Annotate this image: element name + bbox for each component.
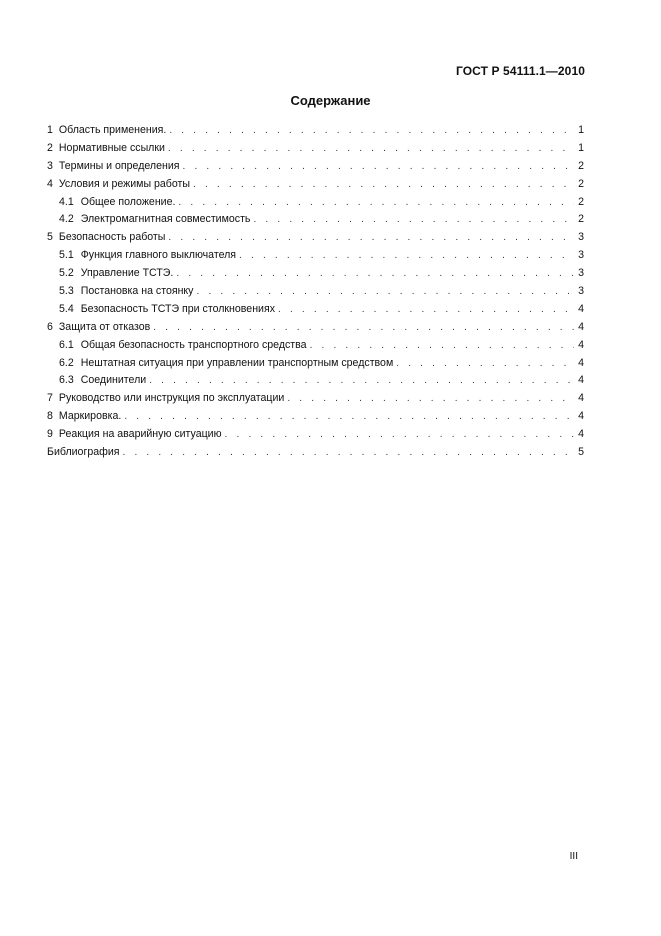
toc-entry-title: Реакция на аварийную ситуацию	[58, 428, 222, 441]
toc-entry-page: 4	[578, 320, 584, 333]
toc-entry-number: 8	[47, 410, 53, 423]
toc-entry-title: Безопасность работы	[58, 231, 166, 244]
toc-entry-page: 4	[578, 302, 584, 315]
toc-dot-leader	[253, 211, 574, 229]
toc-entry-title: Термины и определения	[58, 159, 180, 172]
toc-dot-leader	[149, 372, 574, 390]
toc-entry-number: 6	[47, 320, 53, 333]
toc-entry-1[interactable]	[47, 122, 584, 140]
toc-entry-title: Условия и режимы работы	[58, 177, 190, 190]
toc-dot-leader	[169, 122, 574, 140]
toc-entry-2[interactable]	[47, 140, 584, 158]
toc-dot-leader	[176, 265, 574, 283]
toc-dot-leader	[193, 176, 574, 194]
toc-entry-number: 5.4	[59, 302, 74, 315]
toc-dot-leader	[287, 390, 574, 408]
toc-entry-title: Библиография	[47, 446, 120, 459]
toc-entry-6[interactable]	[47, 319, 584, 337]
toc-entry-bibliography[interactable]	[47, 444, 584, 462]
toc-entry-page: 4	[578, 338, 584, 351]
toc-entry-number: 5	[47, 231, 53, 244]
toc-entry-number: 5.1	[59, 249, 74, 262]
toc-dot-leader	[168, 229, 574, 247]
toc-entry-number: 5.3	[59, 285, 74, 298]
toc-entry-page: 5	[578, 446, 584, 459]
toc-entry-title: Защита от отказов	[58, 320, 151, 333]
toc-dot-leader	[122, 444, 574, 462]
toc-entry-number: 7	[47, 392, 53, 405]
toc-dot-leader	[183, 158, 574, 176]
toc-dot-leader	[124, 408, 574, 426]
toc-entry-number: 9	[47, 428, 53, 441]
toc-entry-number: 1	[47, 124, 53, 136]
toc-entry-8[interactable]	[47, 408, 584, 426]
toc-entry-number: 2	[47, 141, 53, 154]
toc-entry-3[interactable]	[47, 158, 584, 176]
document-code: ГОСТ Р 54111.1—2010	[456, 64, 585, 78]
toc-entry-number: 4.1	[59, 195, 74, 208]
toc-entry-title: Маркировка.	[58, 410, 122, 423]
toc-entry-page: 3	[578, 231, 584, 244]
toc-entry-7[interactable]	[47, 390, 584, 408]
toc-entry-page: 2	[578, 159, 584, 172]
page-number: III	[569, 851, 578, 862]
toc-entry-4[interactable]	[47, 176, 584, 194]
toc-entry-title: Функция главного выключателя	[80, 249, 237, 262]
toc-entry-title: Электромагнитная совместимость	[80, 213, 251, 226]
toc-entry-6-3[interactable]	[47, 372, 584, 390]
toc-entry-page: 2	[578, 195, 584, 208]
toc-entry-number: 4.2	[59, 213, 74, 226]
toc-entry-number: 6.3	[59, 374, 74, 387]
toc-entry-page: 4	[578, 392, 584, 405]
toc-dot-leader	[196, 283, 574, 301]
toc-dot-leader	[225, 426, 574, 444]
toc-entry-page: 1	[578, 124, 584, 136]
toc-entry-page: 3	[578, 267, 584, 280]
toc-entry-page: 1	[578, 141, 584, 154]
toc-entry-number: 5.2	[59, 267, 74, 280]
toc-entry-page: 3	[578, 249, 584, 262]
toc-entry-title: Нормативные ссылки	[58, 141, 165, 154]
toc-title: Содержание	[290, 93, 371, 108]
toc-entry-title: Руководство или инструкция по эксплуатации	[58, 392, 285, 405]
toc-dot-leader	[396, 355, 574, 373]
toc-entry-5-3[interactable]	[47, 283, 584, 301]
toc-entry-title: Нештатная ситуация при управлении транспортным средством	[80, 356, 394, 369]
toc-entry-number: 3	[47, 159, 53, 172]
toc-dot-leader	[178, 194, 574, 212]
toc-entry-page: 4	[578, 410, 584, 423]
toc-dot-leader	[278, 301, 574, 319]
toc-entry-page: 2	[578, 177, 584, 190]
toc-entry-number: 6.2	[59, 356, 74, 369]
toc-entry-title: Управление ТСТЭ.	[80, 267, 174, 280]
toc-entry-5[interactable]	[47, 229, 584, 247]
toc-entry-4-2[interactable]	[47, 211, 584, 229]
toc-entry-page: 4	[578, 374, 584, 387]
toc-dot-leader	[310, 337, 574, 355]
toc-entry-title: Безопасность ТСТЭ при столкновениях	[80, 302, 275, 315]
toc-entry-page: 3	[578, 285, 584, 298]
toc-entry-4-1[interactable]	[47, 194, 584, 212]
toc-entry-page: 2	[578, 213, 584, 226]
toc-entry-title: Соединители	[80, 374, 147, 387]
toc-dot-leader	[168, 140, 574, 158]
toc-entry-page: 4	[578, 428, 584, 441]
toc-entry-title: Область применения.	[58, 124, 167, 136]
toc-entry-title: Общая безопасность транспортного средства	[80, 338, 307, 351]
table-of-contents	[47, 122, 584, 462]
toc-entry-number: 6.1	[59, 338, 74, 351]
toc-entry-title: Постановка на стоянку	[80, 285, 194, 298]
toc-entry-6-2[interactable]	[47, 355, 584, 373]
toc-entry-6-1[interactable]	[47, 337, 584, 355]
toc-entry-5-1[interactable]	[47, 247, 584, 265]
toc-entry-page: 4	[578, 356, 584, 369]
toc-entry-9[interactable]	[47, 426, 584, 444]
toc-entry-5-2[interactable]	[47, 265, 584, 283]
toc-entry-5-4[interactable]	[47, 301, 584, 319]
toc-dot-leader	[239, 247, 574, 265]
toc-entry-title: Общее положение.	[80, 195, 176, 208]
toc-entry-number: 4	[47, 177, 53, 190]
toc-dot-leader	[153, 319, 574, 337]
